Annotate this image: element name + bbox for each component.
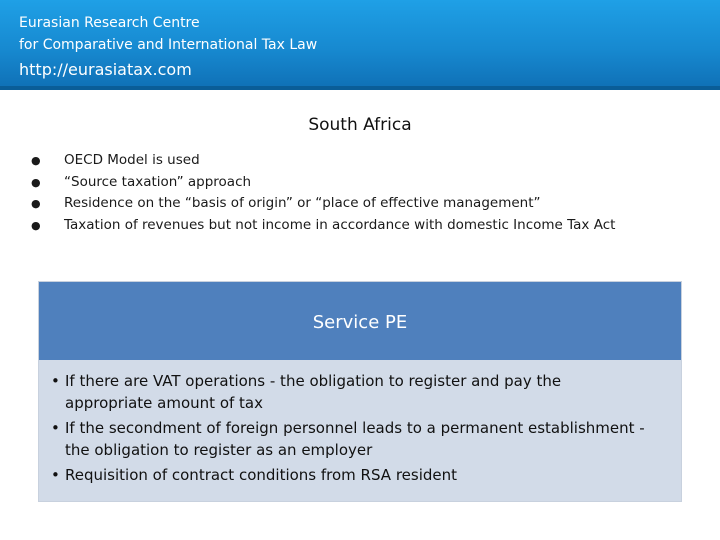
bullet-text: “Source taxation” approach <box>64 173 252 190</box>
header-divider <box>0 86 720 90</box>
bullet-item <box>30 150 615 172</box>
bullet-icon: • <box>51 419 60 437</box>
org-name-line1: Eurasian Research Centre <box>19 15 200 31</box>
bullet-list <box>30 150 615 236</box>
panel-item <box>51 417 651 461</box>
panel-item <box>51 464 651 486</box>
panel-item-text: If there are VAT operations - the obligation to register and pay the appropriate amount of tax <box>65 372 562 412</box>
bullet-icon: ● <box>31 218 41 232</box>
service-pe-panel <box>39 282 681 501</box>
bullet-item <box>30 172 615 194</box>
bullet-text: Taxation of revenues but not income in accordance with domestic Income Tax Act <box>64 216 616 233</box>
panel-item-text: If the secondment of foreign personnel leads to a permanent establishment - the obligation to register as an employer <box>65 419 645 459</box>
bullet-icon: ● <box>31 154 41 167</box>
panel-item <box>51 370 651 414</box>
site-url-link[interactable]: http://eurasiatax.com <box>19 60 192 79</box>
org-name-line2: for Comparative and International Tax Law <box>19 37 318 53</box>
bullet-item <box>30 215 615 237</box>
bullet-icon: • <box>51 466 60 484</box>
bullet-text: OECD Model is used <box>64 152 200 168</box>
bullet-icon: ● <box>31 175 41 189</box>
page-title: South Africa <box>308 115 412 135</box>
panel-header <box>39 282 681 360</box>
bullet-text: Residence on the “basis of origin” or “place of effective management” <box>64 195 541 211</box>
bullet-icon: • <box>51 372 60 390</box>
bullet-item <box>30 193 615 215</box>
bullet-icon: ● <box>31 197 41 210</box>
panel-item-text: Requisition of contract conditions from RSA resident <box>65 466 457 484</box>
panel-bullet-list <box>51 370 651 489</box>
panel-title: Service PE <box>312 312 408 333</box>
header-banner <box>0 0 720 90</box>
